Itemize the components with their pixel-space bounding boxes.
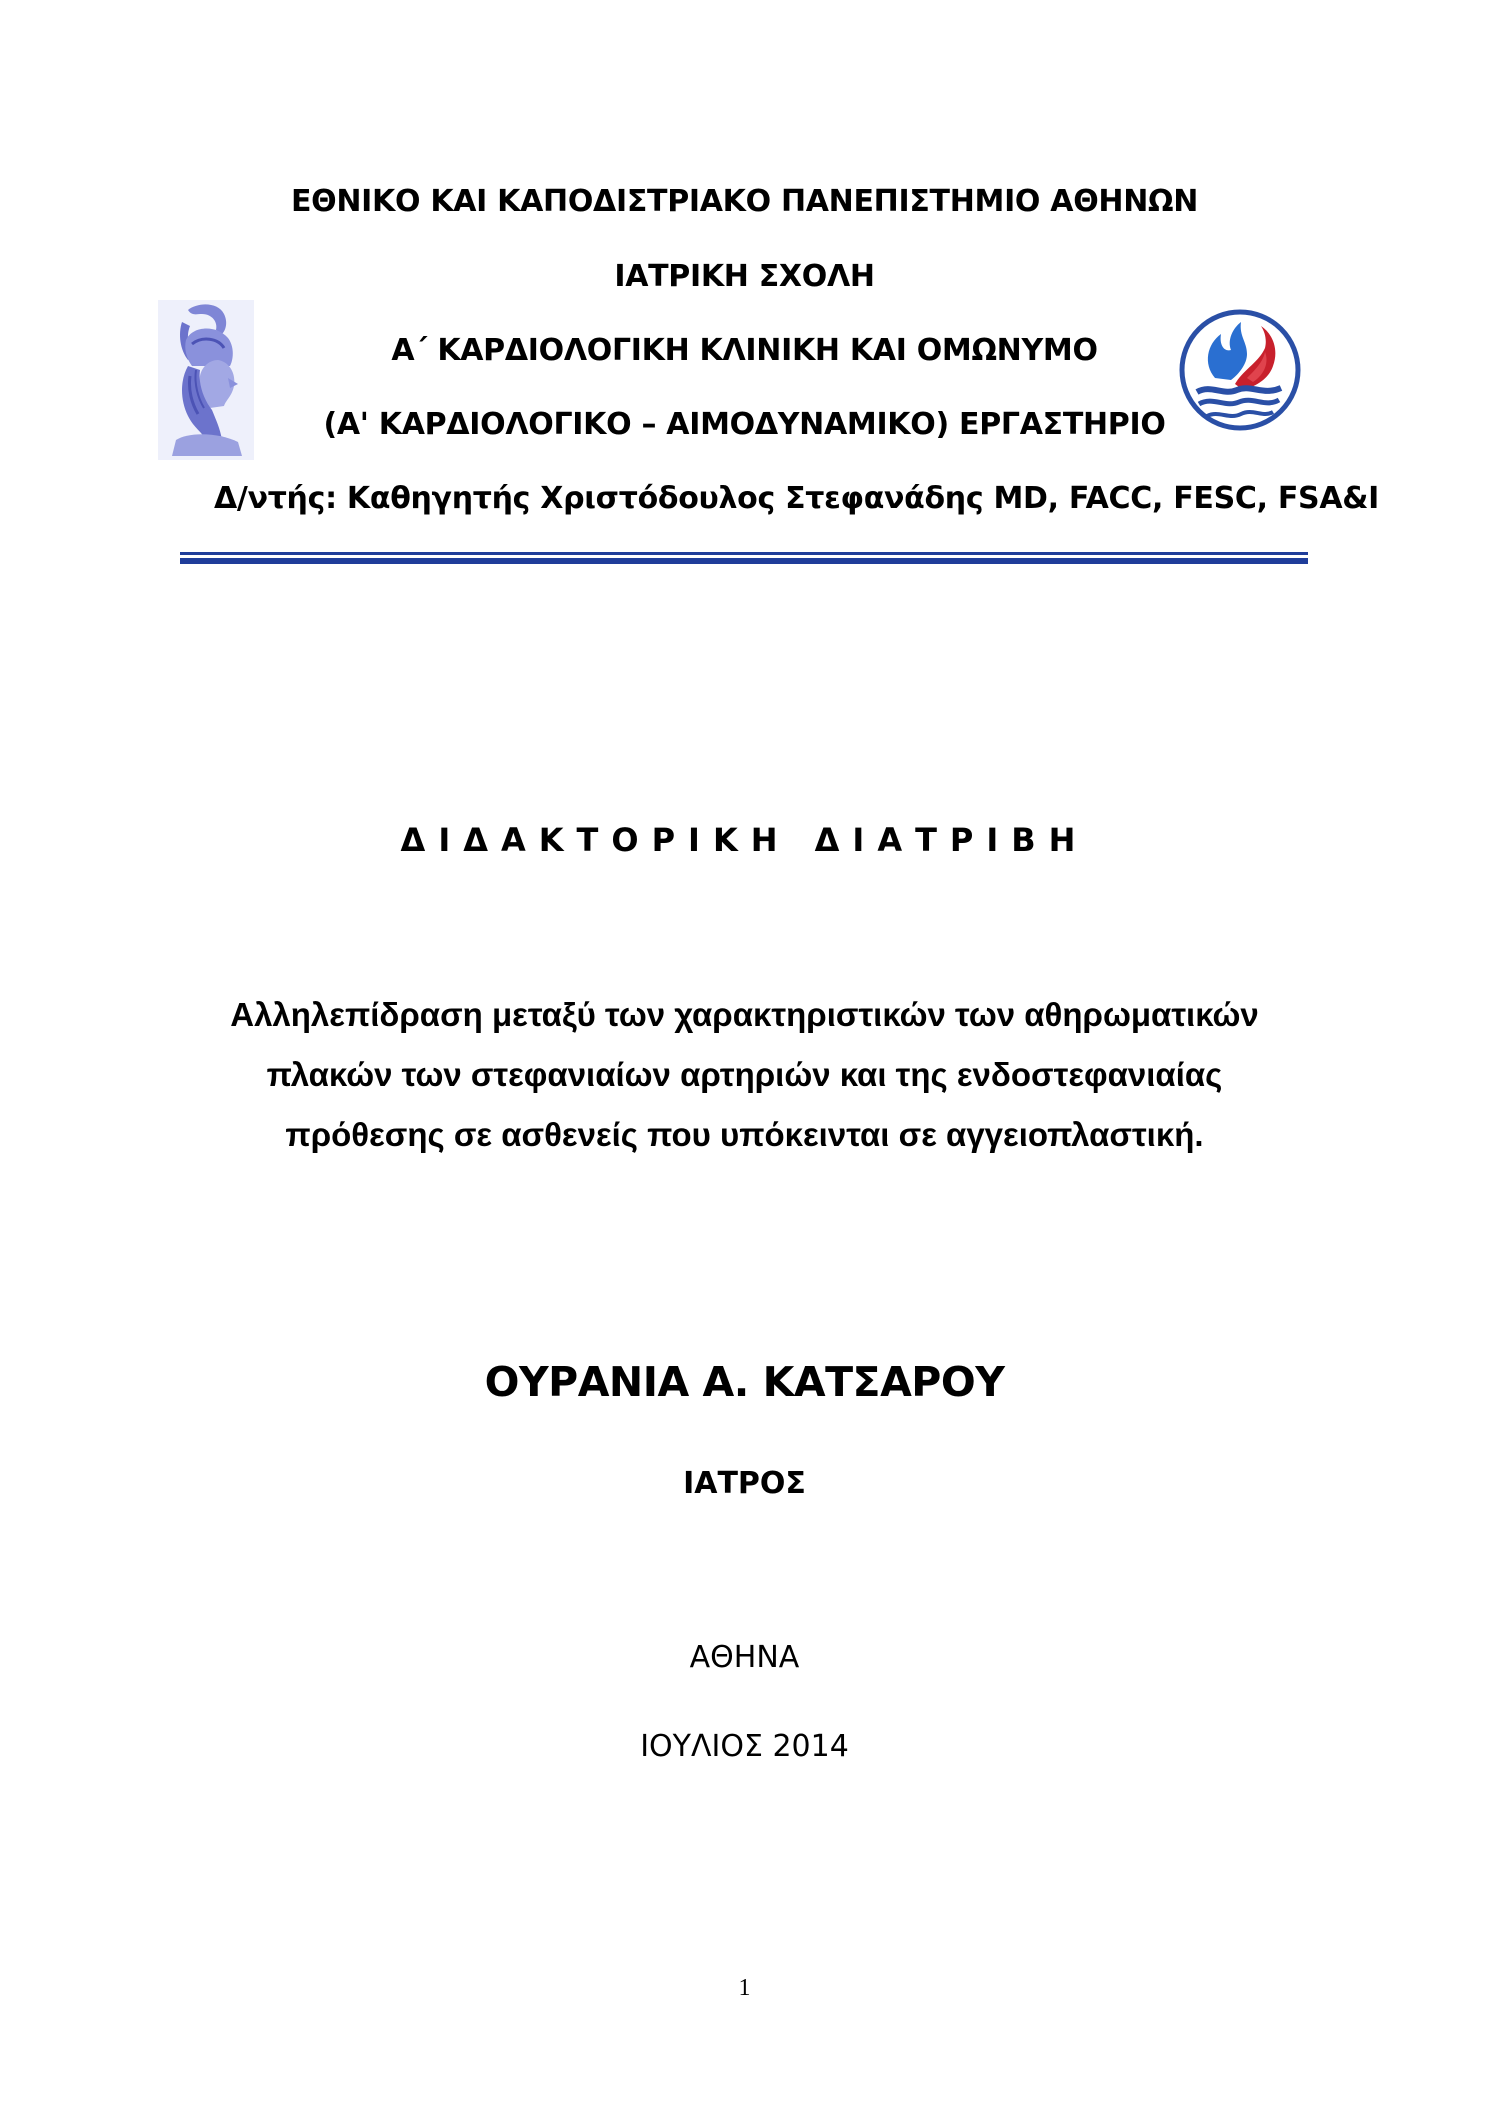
clinic-name: Α΄ ΚΑΡΔΙΟΛΟΓΙΚΗ ΚΛΙΝΙΚΗ ΚΑΙ ΟΜΩΝΥΜΟ (391, 333, 1098, 368)
thesis-title-line: πρόθεσης σε ασθενείς που υπόκεινται σε αγγειοπλαστική. (285, 1116, 1204, 1153)
thesis-type: ΔΙΔΑΚΤΟΡΙΚΗ ΔΙΑΤΡΙΒΗ (400, 821, 1089, 859)
author-profession: ΙΑΤΡΟΣ (683, 1466, 806, 1501)
thesis-title-line: Αλληλεπίδραση μεταξύ των χαρακτηριστικών των αθηρωματικών (230, 996, 1259, 1033)
laboratory-name: (Α' ΚΑΡΔΙΟΛΟΓΙΚΟ – ΑΙΜΟΔΥΝΑΜΙΚΟ) ΕΡΓΑΣΤΗΡΙΟ (323, 407, 1166, 442)
author-name: ΟΥΡΑΝΙΑ Α. ΚΑΤΣΑΡΟΥ (484, 1358, 1005, 1406)
city: ΑΘΗΝΑ (689, 1640, 800, 1675)
header-divider-thin (180, 552, 1308, 555)
university-name: ΕΘΝΙΚΟ ΚΑΙ ΚΑΠΟΔΙΣΤΡΙΑΚΟ ΠΑΝΕΠΙΣΤΗΜΙΟ ΑΘΗΝΩΝ (290, 184, 1199, 219)
school-name: ΙΑΤΡΙΚΗ ΣΧΟΛΗ (614, 259, 875, 294)
publication-date: ΙΟΥΛΙΟΣ 2014 (640, 1729, 849, 1764)
thesis-title (160, 985, 1329, 1165)
director-line: Δ/ντής: Καθηγητής Χριστόδουλος Στεφανάδης MD, FACC, FESC, FSA&I (214, 481, 1379, 516)
header-divider-thick (180, 558, 1308, 564)
page-number: 1 (738, 1975, 751, 2001)
thesis-title-line: πλακών των στεφανιαίων αρτηριών και της ενδοστεφανιαίας (266, 1056, 1223, 1093)
